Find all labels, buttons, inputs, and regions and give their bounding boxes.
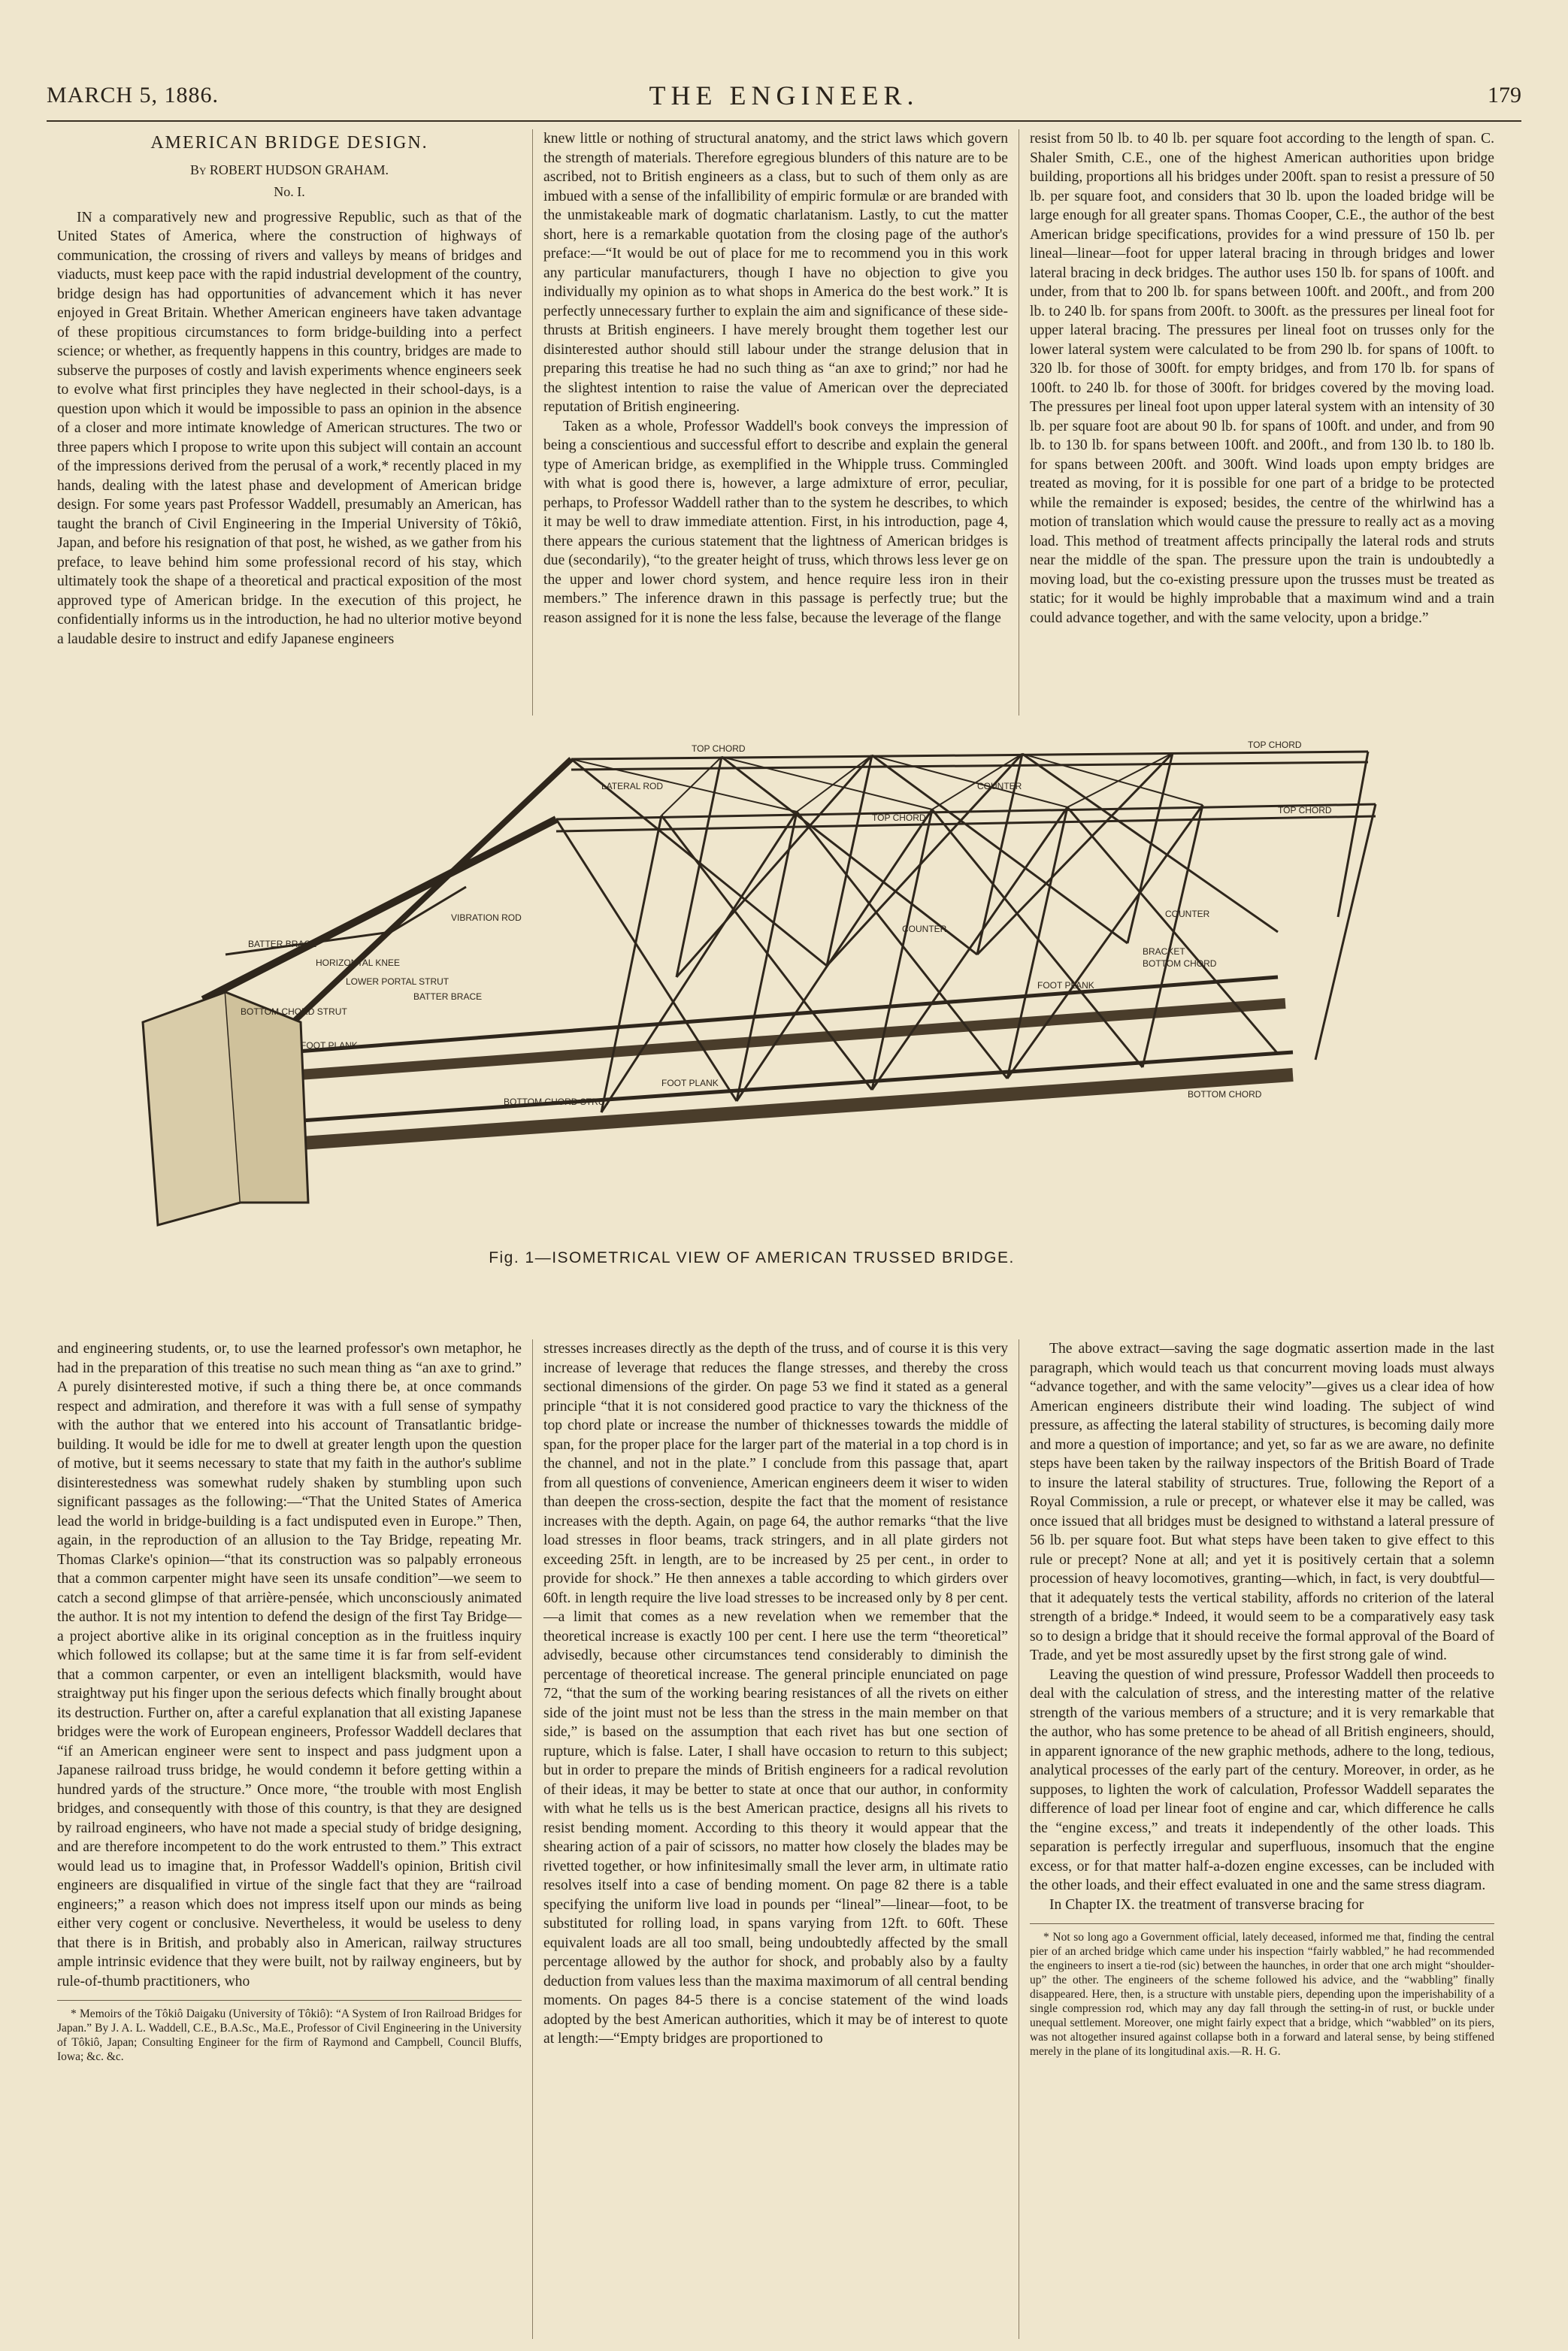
upper-columns bbox=[47, 129, 1505, 716]
paragraph: Leaving the question of wind pressure, Professor Waddell then proceeds to deal with the calculation of stress, and the interesting matter of the relative strength of the various members of a structure; and it is very remarkable that the author, who has some pretence to be ahead of all British engineers, should, in apparent ignorance of the new graphic methods, adhere to the long, tedious, analytical processes of the early part of the century. Moreover, in order, as he supposes, to lighten the work of calculation, Professor Waddell separates the difference of load per linear foot of engine and car, which difference he calls the “engine excess,” and treats it independently of the other loads. This separation is perfectly irregular and superfluous, insomuch that the engine excess, or for that matter half-a-dozen engine excesses, can be included with the other loads, and their effect evaluated in one and the same stress diagram. bbox=[1030, 1666, 1494, 1893]
label-top-chord-3: TOP CHORD bbox=[872, 812, 926, 823]
label-counter: COUNTER bbox=[977, 781, 1022, 791]
paragraph: stresses increases directly as the depth of the truss, and of course it is this very increase of leverage that reduces the flange stresses, and thereby the cross sectional dimensions of the girder. On page 53 we find it stated as a general principle “that it is not considered good practice to vary the thickness of the top chord plate or increase the number of thicknesses towards the middle of span, for the proper place for the larger part of the material in a top chord is in the channel, and not in the plate.” I conclude from this passage that, apart from all questions of convenience, American engineers deem it wiser to widen than deepen the cross-section, despite the fact that the moment of resistance increases with the depth. Again, on page 64, the author remarks “that the live load stresses in floor beams, track stringers, and in all plate girders not exceeding 25ft. in length, are to be increased by 25 per cent., in order to provide for shock.” He then annexes a table according to which girders over 60ft. in length require the live load stresses to be increased only by 8 per cent.—a limit that comes as a new revelation when we remember that the theoretical increase is exactly 100 per cent. I here use the term “theoretical” advisedly, because other circumstances tend considerably to diminish the percentage of theoretical increase. The general principle enunciated on page 72, “that the sum of the working bearing resistances of all the rivets on either side of the joint must not be less than the stress in the main member on that side,” is based on the assumption that each rivet has but one section of rupture, which is false. Later, I shall have occasion to return to this subject; but in order to prepare the minds of British engineers for a radical revolution of their ideas, it may be better to state at once that our author, in conformity with what he tells us is the best American practice, designs all his rivets to resist bending moment. According to this theory it would appear that the shearing action of a pair of scissors, no matter how closely the blades may be rivetted together, or how infinitesimally small the lever arm, in ultimate ratio resolves itself into a case of bending moment. On page 82 there is a table specifying the uniform live load in pounds per “lineal”—linear—foot, to be substituted for rolling load, in spans varying from 12ft. to 60ft. These equivalent loads are all too small, being undoubtedly affected by the small percentage allowed by the author for shock, and probably also by a faulty deduction from values less than the maxima maximorum of all central bending moments. On pages 84-5 there is a concise statement of the wind loads adopted by the best American authorities, which it may be of interest to quote at length:—“Empty bridges are proportioned to bbox=[543, 1341, 1008, 2047]
label-bottom-chord-strut-2: BOTTOM CHORD STRUT bbox=[504, 1097, 610, 1107]
footnote-text: * Memoirs of the Tôkiô Daigaku (University of Tôkiô): “A System of Iron Railroad Bridges for Japan.” By J. A. L. Waddell, C.E., B.A.Sc., Ma.E., Professor of Civil Engineering in the University of Tôkiô, Japan; Consulting Engineer for the firm of Raymond and Campbell, Council Bluffs, Iowa; &c. &c. bbox=[57, 2008, 522, 2063]
label-bottom-chord-2: BOTTOM CHORD bbox=[1188, 1089, 1262, 1100]
label-vibration-rod: VIBRATION ROD bbox=[451, 912, 522, 923]
label-lateral-rod: LATERAL ROD bbox=[601, 781, 664, 791]
label-bracket: BRACKET bbox=[1143, 946, 1185, 957]
lower-column-1 bbox=[47, 1339, 532, 2339]
label-counter-2: COUNTER bbox=[902, 924, 947, 934]
truss-bridge-drawing bbox=[75, 707, 1428, 1233]
footnote bbox=[57, 2000, 522, 2064]
article-part: No. I. bbox=[274, 184, 305, 199]
figure-caption: Fig. 1—ISOMETRICAL VIEW OF AMERICAN TRUSSED BRIDGE. bbox=[489, 1249, 1015, 1266]
footnote-text: * Not so long ago a Government official, lately deceased, informed me that, finding the central pier of an arched bridge which came under his inspection “fairly wabbled,” he had recommended the engineers to insert a tie-rod (sic) between the haunches, in order that one arch might “shoulder-up” the other. The engineers of the scheme followed his advice, and the “wabbling” finally disappeared. Here, then, is a structure with unstable piers, depending upon the imperishability of a single compression rod, which may any day fall through the setting-in of rust, or buckle under unequal settlement. Moreover, one might fairly expect that a bridge, which “wabbled” on its piers, was not altogether insured against collapse both in a forward and lateral sense, by being stiffened merely in the plane of its longitudinal axis.—R. H. G. bbox=[1030, 1931, 1494, 2058]
article-title: AMERICAN BRIDGE DESIGN. bbox=[150, 133, 428, 153]
label-top-chord-2: TOP CHORD bbox=[1248, 740, 1302, 750]
paragraph: Taken as a whole, Professor Waddell's book conveys the impression of being a conscientious and successful effort to describe and explain the general type of American bridge, as exemplified in the Whipple truss. Commingled with what is good there is, however, a large admixture of error, peculiar, perhaps, to Professor Waddell rather than to the system he describes, to which it may be well to draw immediate attention. First, in his introduction, page 4, there appears the curious statement that the lightness of American bridges is due (secondarily), “to the greater height of truss, which throws less lever ge on the upper and lower chord system, and hence require less iron in their members.” The inference drawn in this passage is perfectly true; but the reason assigned for it is none the less false, because the leverage of the flange bbox=[543, 418, 1008, 626]
label-lower-portal-strut: LOWER PORTAL STRUT bbox=[346, 976, 450, 987]
paragraph: In Chapter IX. the treatment of transverse bracing for bbox=[1049, 1896, 1364, 1913]
upper-column-2 bbox=[532, 129, 1019, 716]
lower-columns bbox=[47, 1339, 1505, 2339]
masthead bbox=[47, 69, 1521, 122]
label-batter-brace: BATTER BRACE bbox=[248, 939, 317, 949]
label-bottom-chord-strut: BOTTOM CHORD STRUT bbox=[241, 1006, 347, 1017]
article-byline bbox=[57, 161, 522, 180]
label-bottom-chord: BOTTOM CHORD bbox=[1143, 958, 1217, 969]
lower-column-3 bbox=[1019, 1339, 1505, 2339]
label-foot-plank-2: FOOT PLANK bbox=[661, 1078, 719, 1088]
page-number: 179 bbox=[1488, 83, 1521, 107]
paragraph: resist from 50 lb. to 40 lb. per square foot according to the length of span. C. Shaler Smith, C.E., one of the highest American authorities upon bridge building, proportions all his bridges under 200ft. span to resist a pressure of 50 lb. per square foot, and considers that 30 lb. upon the loaded bridge will be large enough for all greater spans. Thomas Cooper, C.E., the author of the best American bridge specifications, provides for a wind pressure of 150 lb. per lineal—linear—foot for upper lateral bracing in through bridges and lower lateral bracing in deck bridges. The author uses 150 lb. for spans of 100ft. and under, from that to 200 lb. for spans between 100ft. and 200ft., and from 200 lb. to 240 lb. for spans from 200ft. to 300ft. as the pressures per lineal foot for upper lateral bracing. The pressures per lineal foot on trusses only for the lower lateral system were calculated to be from 290 lb. for spans of 100ft. to 320 lb. for those of 300ft. for empty bridges, and from 170 lb. for spans of 100ft. to 240 lb. for those of 300ft. for bridges covered by the moving load. The pressures per lineal foot upon upper lateral system with an intensity of 30 lb. per square foot are about 90 lb. for spans of 100ft. and under, and from 90 lb. to 130 lb. for spans between 100ft. and 200ft., and from 130 lb. to 180 lb. for spans between 200ft. and 300ft. Wind loads upon empty bridges are treated as moving, for it is possible for one part of a bridge to be protected while the remainder is exposed; besides, the centre of the whirlwind has a motion of translation which would cause the pressure to really act as a moving load. This method of treatment affects principally the lateral rods and struts near the middle of the span. The pressure upon the train is undoubtedly a moving load, but the co-existing pressure upon the trusses must be treated as static; for it would be highly improbable that a maximum wind and a train could advance together, and with the same velocity, upon a bridge.” bbox=[1030, 131, 1494, 626]
paper-name: THE ENGINEER. bbox=[649, 80, 919, 110]
label-top-chord-4: TOP CHORD bbox=[1278, 805, 1332, 815]
label-horizontal-knee: HORIZONTAL KNEE bbox=[316, 958, 401, 968]
issue-date: MARCH 5, 1886. bbox=[47, 83, 219, 107]
upper-column-1 bbox=[47, 129, 532, 716]
label-batter-brace-2: BATTER BRACE bbox=[413, 991, 483, 1002]
label-top-chord-1: TOP CHORD bbox=[692, 743, 746, 754]
paragraph: The above extract—saving the sage dogmatic assertion made in the last paragraph, which would teach us that concurrent moving loads must always “advance together, and with the same velocity”—gives us a clear idea of how American engineers distribute their wind loading. The subject of wind pressure, as affecting the lateral stability of structures, is becoming daily more and more a question of importance; and yet, so far as we are aware, no definite steps have been taken by the railway inspectors of the British Board of Trade to insure the lateral stability of structures. True, following the Report of a Royal Commission, a rule or precept, or whatever else it may be called, was once issued that all bridges must be designed to withstand a lateral pressure of 56 lb. per square foot. But what steps have been taken to give effect to this rule or precept? None at all; and yet it is positively certain that a solemn procession of heavy locomotives, granting—which, in fact, is very doubtful—that it adequately tests the vertical stability, affords no criterion of the lateral strength of a bridge.* Indeed, it would seem to be a comparatively easy task so to design a bridge that it should receive the formal approval of the Board of Trade, and yet be most assuredly upset by the first strong gale of wind. bbox=[1030, 1341, 1494, 1663]
label-foot-plank-3: FOOT PLANK bbox=[1037, 980, 1094, 991]
footnote bbox=[1030, 1923, 1494, 2059]
paragraph: and engineering students, or, to use the learned professor's own metaphor, he had in the preparation of this treatise no such mean thing as “an axe to grind.” A purely disinterested motive, if such a thing there be, at once commands respect and admiration, and therefore it was with a full sense of sympathy with the author that we entered into his account of Transatlantic bridge-building. It would be idle for me to dwell at greater length upon the question of motive, but it seems necessary to state that my faith in the author's sublime disinterestedness was somewhat rudely shaken by stumbling upon such significant passages as the following:—“That the United States of America lead the world in bridge-building is a fact undisputed even in Europe.” Then, again, in the reproduction of an allusion to the Tay Bridge, repeating Mr. Thomas Clarke's opinion—“that its construction was so palpably erroneous that a common carpenter might have seen its unsafe condition”—we seem to catch a second glimpse of that arrière-pensée, which unconsciously animated the author. It is not my intention to defend the design of the first Tay Bridge—a project abortive alike in its original conception as in the fruitless inquiry which followed its collapse; but at the same time it is far from self-evident that a common carpenter, or even an intelligent blacksmith, would have straightway put his finger upon the serious defects which finally brought about its destruction. Further on, after a careful explanation that all existing Japanese bridges were the work of European engineers, Professor Waddell declares that “if an American engineer were sent to inspect and pass judgment upon a Japanese railroad truss bridge, he would condemn it before getting within a hundred yards of the structure.” Once more, “the trouble with most English bridges, and consequently with those of this country, is that they are designed by railroad engineers, who have not made a special study of bridge designing, and are therefore incompetent to do the work entrusted to them.” This extract would lead us to imagine that, in Professor Waddell's opinion, British civil engineers are disqualified in virtue of the single fact that they are “railroad engineers;” a reason which does not impress itself upon our minds as being either very cogent or conclusive. Nevertheless, it would be useless to deny that there is in British, and probably also in American, railway structures ample intrinsic evidence that they were built, not by railway engineers, but by rule-of-thumb practitioners, who bbox=[57, 1341, 522, 1989]
label-counter-3: COUNTER bbox=[1165, 909, 1210, 919]
byline-text: By ROBERT HUDSON GRAHAM. bbox=[189, 162, 389, 177]
label-foot-plank: FOOT PLANK bbox=[301, 1040, 358, 1051]
lower-column-2 bbox=[532, 1339, 1019, 2339]
newspaper-page bbox=[47, 69, 1521, 647]
paragraph: IN a comparatively new and progressive Republic, such as that of the United States of America, where the construction of highways of communication, the crossing of rivers and valleys by means of bridges and viaducts, must keep pace with the rapid industrial development of the country, bridge design has had opportunities of advancement which it has never enjoyed in Great Britain. Whether American engineers have taken advantage of these propitious circumstances to form bridge-building into a perfect science; or whether, as frequently happens in this country, bridges are made to subserve the purposes of costly and lavish experiments whence engineers seek to evolve what first principles they have neglected in their school-days, is a question upon which it would be impossible to pass an opinion in the absence of a closer and more intimate knowledge of American structures. The two or three papers which I propose to write upon this subject will contain an account of the impressions derived from the perusal of a work,* recently placed in my hands, dealing with the latest phase and development of American bridge design. For some years past Professor Waddell, presumably an American, has taught the branch of Civil Engineering in the Imperial University of Tôkiô, Japan, and before his resignation of that post, he wished, as we gather from his preface, to leave behind him some professional record of his stay, which ultimately took the shape of a theoretical and practical exposition of the most approved type of American bridge. In the execution of this project, he confidentially informs us in the introduction, he had no ulterior motive beyond a laudable desire to instruct and edify Japanese engineers bbox=[57, 209, 522, 647]
upper-column-3 bbox=[1019, 129, 1505, 716]
paragraph: knew little or nothing of structural anatomy, and the strict laws which govern the strength of materials. Therefore egregious blunders of this nature are to be ascribed, not to British engineers as a class, but to such of them only as are imbued with a sense of the infallibility of empiric formulæ or are branded with the unmistakeable mark of dogmatic charlatanism. Lastly, to cut the matter short, here is a remarkable quotation from the closing page of the author's preface:—“It would be out of place for me to recommend you in this work any particular manufacturers, though I have no objection to give you individually my opinion as to what shops in America do the best work.” It is perfectly unnecessary further to explain the aim and significance of these side-thrusts at British engineers. I have merely brought them together lest our disinterested author should still labour under the strange delusion that in preparing this treatise he had no such thing as “an axe to grind;” nor had he the slightest intention to raise the value of American over the depreciated reputation of British engineering. bbox=[543, 131, 1008, 415]
bridge-figure bbox=[75, 707, 1428, 1285]
